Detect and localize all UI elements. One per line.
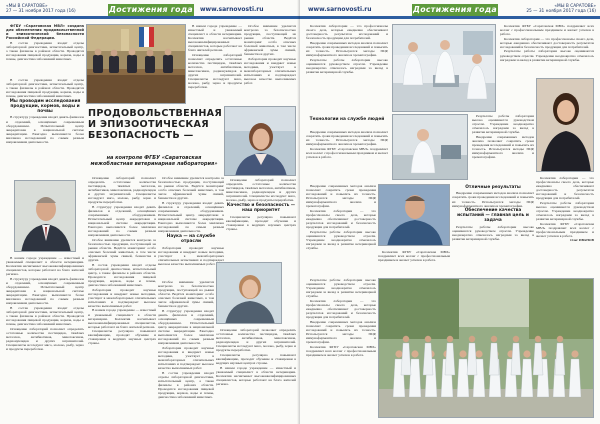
body-paragraph: Оснащение лабораторий позволяет определять остаточные количества пестицидов, тяжёлых металлов, антибиотиков, микотоксинов, радионуклидов и других загрязнителей. Специалисты исследуют мясо, молоко, рыбу, зерно и продукты переработки. bbox=[226, 178, 296, 203]
lab-workers-image bbox=[393, 25, 496, 112]
body-paragraph: Результаты работы лаборатории высоко оцениваются руководством отрасли. Учреждение неоднократно отмечалось наградами за вклад в развитие ветеринарной службы. bbox=[306, 278, 376, 299]
body-paragraph: Оснащение лабораторий позволяет определять остаточные количества пестицидов, тяжёлых металлов, антибиотиков, микотоксинов, радионуклидов и других загрязнителей. Специалисты исследуют мясо, молоко, рыбу, зерно и продукты переработки. bbox=[88, 176, 156, 205]
article-column bbox=[6, 256, 84, 418]
group-photo bbox=[378, 278, 594, 418]
body-paragraph: Внедрение современных методов анализа позволяет сократить сроки проведения исследований и повысить их точность. Используются методы ПЦР, иммуноферментного анализа и хроматографии. bbox=[472, 134, 534, 160]
body-paragraph: В структуру учреждения входят девять филиалов и отделений, оснащённых современным оборудованием. Испытательный центр аккредитован в национальной системе аккредитации. Ежегодно выполняется более миллиона исследований по самым разным направлениям деятельности. bbox=[158, 200, 224, 234]
main-headline: ПРОДОВОЛЬСТВЕННАЯ И ЭПИЗООТИЧЕСКАЯ БЕЗОПАСНОСТЬ — bbox=[88, 108, 223, 141]
body-paragraph: Лаборатория проводит научные исследования и внедряет новые методики, участвует в межлабораторных сличительных испытаниях и подтверждает высокое качество выполняемых работ. bbox=[158, 345, 214, 371]
article-column bbox=[452, 184, 534, 272]
body-paragraph: Особое внимание уделяется контролю за безопасностью продукции, поступающей на рынки области. Ведётся мониторинг особо опасных болезней животных, в том числе африканской чумы свиней, бешенства и других. bbox=[244, 24, 296, 57]
section-subheading: Обеспечение качества испытаний — главная цель и задача bbox=[457, 208, 529, 223]
body-paragraph: В нашем городе учреждение — известный и уважаемый специалист в области ветеринарии. Коллектив насчитывает высококвалифицированных специалистов, которые работают на благо жителей региона. bbox=[188, 24, 242, 53]
section-subheading: Мы проводим исследования продукции, кормов, воды и почвы bbox=[9, 98, 81, 114]
section-banner: Достижения года bbox=[412, 5, 497, 14]
body-paragraph: В структуру учреждения входят девять филиалов и отделений, оснащённых современным оборудованием. Испытательный центр аккредитован в национальной системе аккредитации. Ежегодно выполняется более миллиона исследований по самым разным направлениям деятельности. bbox=[6, 276, 84, 306]
article-column bbox=[158, 280, 214, 418]
body-paragraph: В структуру учреждения входят девять филиалов и отделений, оснащённых современным оборудованием. Испытательный центр аккредитован в национальной системе аккредитации. Ежегодно выполняется более миллиона исследований по самым разным направлениям деятельности. bbox=[88, 204, 156, 238]
body-paragraph: Коллектив лаборатории — это профессионалы своего дела, которые ежедневно обеспечивают достоверность результатов исследований и безопасность продукции для потребителей. bbox=[500, 36, 594, 49]
body-paragraph: Результаты работы лаборатории высоко оцениваются руководством отрасли. Учреждение неоднократно отмечалось наградами за вклад в развитие ветеринарной службы. bbox=[452, 224, 534, 241]
woman-portrait-image bbox=[225, 107, 296, 176]
body-paragraph: Коллектив лаборатории — это профессионалы своего дела, которые ежедневно обеспечивают достоверность результатов исследований и безопасность продукции для потребителей. bbox=[306, 208, 376, 230]
article-column bbox=[306, 116, 388, 130]
body-paragraph: В состав учреждения входят отделы лабораторной диагностики, испытательный центр, а также филиалы в районах области. Проводятся исследования пищевой продукции, кормов, воды и почвы, диагностика заболеваний животных. bbox=[88, 262, 156, 287]
body-paragraph: Внедрение современных методов анализа позволяет сократить сроки проведения исследований и повысить их точность. Используются методы ПЦР, иммуноферментного анализа и хроматографии. bbox=[306, 184, 376, 209]
body-paragraph: В нашем городе учреждение — известный и уважаемый специалист в области ветеринарии. Коллектив насчитывает высококвалифицированных специалистов, которые работают на благо жителей региона. bbox=[6, 256, 84, 277]
page-header-date: «МЫ В САРАТОВЕ» 27 — 31 ноября 2017 года (16) bbox=[6, 4, 76, 14]
article-signature: Олег ИВАНОВ bbox=[570, 238, 594, 243]
article-column bbox=[306, 130, 388, 180]
body-paragraph: Лаборатория проводит научные исследования и внедряет новые методики, участвует в межлабораторных сличительных испытаниях и подтверждает высокое качество выполняемых работ. bbox=[88, 287, 156, 308]
body-paragraph: Внедрение современных методов анализа позволяет сократить сроки проведения исследований и повысить их точность. Используются методы ПЦР, иммуноферментного анализа и хроматографии. bbox=[452, 191, 534, 208]
body-paragraph: В нашем городе учреждение — известный и уважаемый специалист в области ветеринарии. Коллектив насчитывает высококвалифицированных специалистов, которые работают на благо жителей региона. bbox=[216, 365, 296, 386]
lab-photo bbox=[392, 114, 468, 180]
body-paragraph: Оснащение лабораторий позволяет определять остаточные количества пестицидов, тяжёлых металлов, антибиотиков, микотоксинов, радионуклидов и других загрязнителей. Специалисты исследуют мясо, молоко, рыбу, зерно и продукты переработки. bbox=[6, 326, 84, 351]
body-paragraph: Специалисты регулярно повышают квалификацию, проходят обучение и стажировки в ведущих научных центрах страны. bbox=[88, 329, 156, 346]
article-column bbox=[500, 24, 594, 76]
body-paragraph: Специалисты регулярно повышают квалификацию, проходят обучение и стажировки в ведущих научных центрах страны. bbox=[226, 214, 296, 231]
body-paragraph: Результаты работы лаборатории высоко оцениваются руководством отрасли. Учреждение неоднократно отмечалось наградами за вклад в развитие ветеринарной службы. bbox=[306, 57, 388, 74]
article-column bbox=[6, 24, 84, 76]
section-subheading: Качество и безопасность — наш приоритет bbox=[226, 202, 296, 213]
woman-portrait-image bbox=[537, 79, 594, 172]
body-paragraph: Результаты работы лаборатории высоко оцениваются руководством отрасли. Учреждение неоднократно отмечалось наградами за вклад в развитие ветеринарной службы. bbox=[472, 114, 534, 135]
right-page bbox=[300, 0, 600, 424]
article-column bbox=[188, 24, 242, 104]
lead-paragraph: ФГБУ «Саратовская МВЛ» создана для обеспечения продовольственной и эпизоотической безопасности Российской Федерации. bbox=[6, 24, 84, 41]
article-column bbox=[88, 176, 156, 418]
body-paragraph: Оснащение лабораторий позволяет определять остаточные количества пестицидов, тяжёлых металлов, антибиотиков, микотоксинов, радионуклидов и других загрязнителей. Специалисты исследуют мясо, молоко, рыбу, зерно и продукты переработки. bbox=[216, 328, 296, 353]
body-paragraph: Результаты работы лаборатории высоко оцениваются руководством отрасли. Учреждение неоднократно отмечалось наградами за вклад в развитие ветеринарной службы. bbox=[306, 229, 376, 250]
body-paragraph: Коллектив ФГБУ «Саратовская МВЛ» поздравляет всех коллег с профессиональным праздником и желает успехов в работе. bbox=[306, 344, 376, 357]
body-paragraph: Коллектив ФГБУ «Саратовская МВЛ» поздравляет всех коллег с профессиональным праздником и желает успехов в работе. bbox=[536, 221, 594, 238]
meeting-photo bbox=[86, 24, 186, 104]
article-column bbox=[306, 278, 376, 418]
subheadline: на контроле ФГБУ «Саратовская межобластная ветеринарная лаборатория» bbox=[90, 155, 218, 167]
meeting-photo-image bbox=[87, 25, 186, 104]
body-paragraph: Результаты работы лаборатории высоко оцениваются руководством отрасли. Учреждение неоднократно отмечалось наградами за вклад в развитие ветеринарной службы. bbox=[536, 200, 594, 222]
article-column bbox=[536, 176, 594, 272]
body-paragraph: Коллектив лаборатории — это профессионалы своего дела, которые ежедневно обеспечивают достоверность результатов исследований и безопасность продукции для потребителей. bbox=[306, 24, 388, 41]
body-paragraph: Внедрение современных методов анализа позволяет сократить сроки проведения исследований и повысить их точность. Используются методы ПЦР, иммуноферментного анализа и хроматографии. bbox=[306, 130, 388, 147]
portrait-photo bbox=[14, 180, 76, 252]
body-paragraph: Внедрение современных методов анализа позволяет сократить сроки проведения исследований и повысить их точность. Используются методы ПЦР, иммуноферментного анализа и хроматографии. bbox=[306, 40, 388, 57]
body-paragraph: Коллектив лаборатории — это профессионалы своего дела, которые ежедневно обеспечивают достоверность результатов исследований и безопасность продукции для потребителей. bbox=[306, 298, 376, 320]
team-group-image bbox=[379, 279, 594, 418]
body-paragraph: Лаборатория проводит научные исследования и внедряет новые методики, участвует в межлабораторных сличительных испытаниях и подтверждает высокое качество выполняемых работ. bbox=[244, 56, 296, 86]
article-column bbox=[6, 78, 84, 178]
body-paragraph: В состав учреждения входят отделы лабораторной диагностики, испытательный центр, а также филиалы в районах области. Проводятся исследования пищевой продукции, кормов, воды и почвы, диагностика заболеваний животных. bbox=[6, 78, 84, 99]
lab-worker-image bbox=[393, 115, 468, 180]
body-paragraph: В состав учреждения входят отделы лабораторной диагностики, испытательный центр, а также филиалы в районах области. Проводятся исследования пищевой продукции, кормов, воды и почвы, диагностика заболеваний животных. bbox=[158, 370, 214, 400]
body-paragraph: Коллектив лаборатории — это профессионалы своего дела, которые ежедневно обеспечивают достоверность результатов исследований и безопасность продукции для потребителей. bbox=[536, 176, 594, 201]
portrait-photo bbox=[224, 106, 296, 176]
section-subheading: Технологии на службе людей bbox=[309, 116, 385, 122]
body-paragraph: Оснащение лабораторий позволяет определять остаточные количества пестицидов, тяжёлых металлов, антибиотиков, микотоксинов, радионуклидов и других загрязнителей. Специалисты исследуют мясо, молоко, рыбу, зерно и продукты переработки. bbox=[188, 52, 242, 90]
body-paragraph: Внедрение современных методов анализа позволяет сократить сроки проведения исследований и повысить их точность. Используются методы ПЦР, иммуноферментного анализа и хроматографии. bbox=[306, 319, 376, 344]
body-paragraph: Коллектив ФГБУ «Саратовская МВЛ» поздравляет всех коллег с профессиональным праздником и желает успехов в работе. bbox=[500, 24, 594, 37]
header-rule bbox=[0, 16, 300, 19]
header-rule bbox=[300, 16, 600, 19]
page-header-date: «МЫ В САРАТОВЕ» 25 — 31 ноября 2017 года (16) bbox=[526, 4, 596, 14]
body-paragraph: Коллектив ФГБУ «Саратовская МВЛ» поздравляет всех коллег с профессиональным праздником и желает успехов в работе. bbox=[306, 146, 388, 159]
body-paragraph: Лаборатория проводит научные исследования и внедряет новые методики, участвует в межлабораторных сличительных испытаниях и подтверждает высокое качество выполняемых работ. bbox=[158, 245, 224, 266]
body-paragraph: В состав учреждения входят отделы лабораторной диагностики, испытательный центр, а также филиалы в районах области. Проводятся исследования пищевой продукции, кормов, воды и почвы, диагностика заболеваний животных. bbox=[6, 40, 84, 61]
body-paragraph: Особое внимание уделяется контролю за безопасностью продукции, поступающей на рынки области. Ведётся мониторинг особо опасных болезней животных, в том числе африканской чумы свиней, бешенства и других. bbox=[158, 280, 214, 309]
section-banner: Достижения года bbox=[108, 5, 193, 14]
article-column bbox=[306, 184, 376, 276]
body-paragraph: В нашем городе учреждение — известный и уважаемый специалист в области ветеринарии. Коллектив насчитывает высококвалифицированных специалистов, которые работают на благо жителей региона. bbox=[88, 308, 156, 329]
body-paragraph: В структуру учреждения входят девять филиалов и отделений, оснащённых современным оборудованием. Испытательный центр аккредитован в национальной системе аккредитации. Ежегодно выполняется более миллиона исследований по самым разным направлениям деятельности. bbox=[6, 115, 84, 144]
section-subheading: Наука — на службе отрасли bbox=[166, 233, 216, 244]
body-paragraph: Коллектив ФГБУ «Саратовская МВЛ» поздравляет всех коллег с профессиональным праздником и желает успехов в работе. bbox=[378, 250, 450, 263]
article-column bbox=[226, 178, 296, 258]
article-column bbox=[378, 250, 450, 276]
article-column bbox=[306, 24, 388, 114]
body-paragraph: В структуру учреждения входят девять филиалов и отделений, оснащённых современным оборудованием. Испытательный центр аккредитован в национальной системе аккредитации. Ежегодно выполняется более миллиона исследований по самым разным направлениям деятельности. bbox=[158, 308, 214, 346]
article-column bbox=[244, 24, 296, 104]
portrait-photo bbox=[378, 184, 450, 246]
body-paragraph: Специалисты регулярно повышают квалификацию, проходят обучение и стажировки в ведущих научных центрах страны. bbox=[216, 352, 296, 365]
article-column bbox=[472, 114, 534, 180]
site-url: www.sarnovosti.ru bbox=[308, 6, 372, 13]
man-portrait-image bbox=[379, 185, 450, 246]
woman-portrait-image bbox=[217, 263, 282, 324]
body-paragraph: В состав учреждения входят отделы лабораторной диагностики, испытательный центр, а также филиалы в районах области. Проводятся исследования пищевой продукции, кормов, воды и почвы, диагностика заболеваний животных. bbox=[6, 305, 84, 326]
article-column bbox=[158, 176, 224, 276]
body-paragraph: Особое внимание уделяется контролю за безопасностью продукции, поступающей на рынки области. Ведётся мониторинг особо опасных болезней животных, в том числе африканской чумы свиней, бешенства и других. bbox=[88, 237, 156, 263]
section-subheading: Отличные результаты bbox=[465, 184, 521, 190]
body-paragraph: Результаты работы лаборатории высоко оцениваются руководством отрасли. Учреждение неоднократно отмечалось наградами за вклад в развитие ветеринарной службы. bbox=[500, 49, 594, 62]
man-portrait-image bbox=[15, 181, 76, 252]
site-url: www.sarnovosti.ru bbox=[200, 6, 264, 13]
lab-photo bbox=[392, 24, 496, 112]
portrait-photo bbox=[216, 262, 282, 324]
body-paragraph: Особое внимание уделяется контролю за безопасностью продукции, поступающей на рынки области. Ведётся мониторинг особо опасных болезней животных, в том числе африканской чумы свиней, бешенства и других. bbox=[158, 176, 224, 201]
article-column bbox=[216, 328, 296, 418]
portrait-photo bbox=[536, 78, 594, 172]
